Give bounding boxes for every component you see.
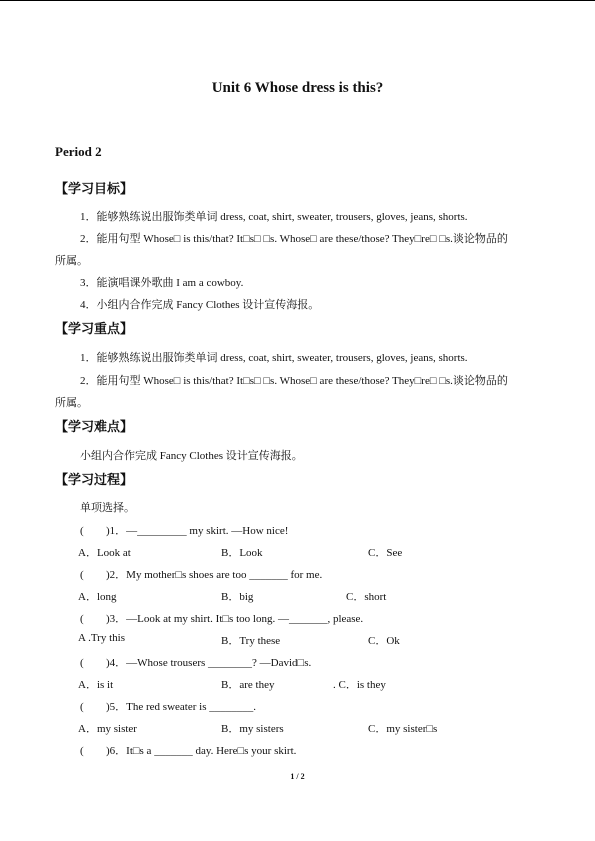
key-point-item: 1．能够熟练说出服饰类单词 dress, coat, shirt, sweater, trousers, gloves, jeans, shorts. xyxy=(80,352,468,364)
objective-item-continued: 所属。 xyxy=(55,255,88,267)
process-heading: 【学习过程】 xyxy=(55,473,134,488)
question-3: ( )3．—Look at my shirt. It□s too long. —_______, please. xyxy=(80,613,364,625)
question-1-option-b: B．Look xyxy=(221,547,263,559)
question-4-option-b: B．are they xyxy=(221,679,275,691)
question-2: ( )2．My mother□s shoes are too _______ for me. xyxy=(80,569,323,581)
difficulties-heading: 【学习难点】 xyxy=(55,420,134,435)
question-4-option-c: . C．is they xyxy=(333,679,386,691)
question-1: ( )1．—_________ my skirt. —How nice! xyxy=(80,525,289,537)
page-top-rule xyxy=(0,0,595,1)
objective-item: 3．能演唱课外歌曲 I am a cowboy. xyxy=(80,277,244,289)
question-5-option-a: A．my sister xyxy=(78,723,137,735)
objective-item: 1．能够熟练说出服饰类单词 dress, coat, shirt, sweater, trousers, gloves, jeans, shorts. xyxy=(80,211,468,223)
question-5: ( )5．The red sweater is ________. xyxy=(80,701,256,713)
question-1-option-c: C．See xyxy=(368,547,403,559)
key-point-item: 2．能用句型 Whose□ is this/that? It□s□ □s. Whose□ are these/those? They□re□ □s.谈论物品的 xyxy=(80,375,508,387)
question-5-option-c: C．my sister□s xyxy=(368,723,438,735)
difficulty-item: 小组内合作完成 Fancy Clothes 设计宣传海报。 xyxy=(80,450,303,462)
question-1-option-a: A．Look at xyxy=(78,547,131,559)
question-2-option-b: B．big xyxy=(221,591,254,603)
question-5-option-b: B．my sisters xyxy=(221,723,284,735)
process-intro: 单项选择。 xyxy=(80,502,135,514)
period-label: Period 2 xyxy=(55,144,102,159)
question-4: ( )4．—Whose trousers ________? —David□s. xyxy=(80,657,312,669)
objective-item: 4．小组内合作完成 Fancy Clothes 设计宣传海报。 xyxy=(80,299,320,311)
objectives-heading: 【学习目标】 xyxy=(55,182,134,197)
question-3-option-a: A .Try this xyxy=(78,632,125,644)
question-2-option-c: C．short xyxy=(346,591,387,603)
key-points-heading: 【学习重点】 xyxy=(55,322,134,337)
question-3-option-b: B．Try these xyxy=(221,635,281,647)
question-2-option-a: A．long xyxy=(78,591,117,603)
question-6: ( )6．It□s a _______ day. Here□s your skirt. xyxy=(80,745,297,757)
page-number: 1 / 2 xyxy=(290,772,305,781)
question-3-option-c: C．Ok xyxy=(368,635,400,647)
document-title: Unit 6 Whose dress is this? xyxy=(211,80,384,96)
question-4-option-a: A．is it xyxy=(78,679,114,691)
key-point-item-continued: 所属。 xyxy=(55,397,88,409)
objective-item: 2．能用句型 Whose□ is this/that? It□s□ □s. Whose□ are these/those? They□re□ □s.谈论物品的 xyxy=(80,233,508,245)
